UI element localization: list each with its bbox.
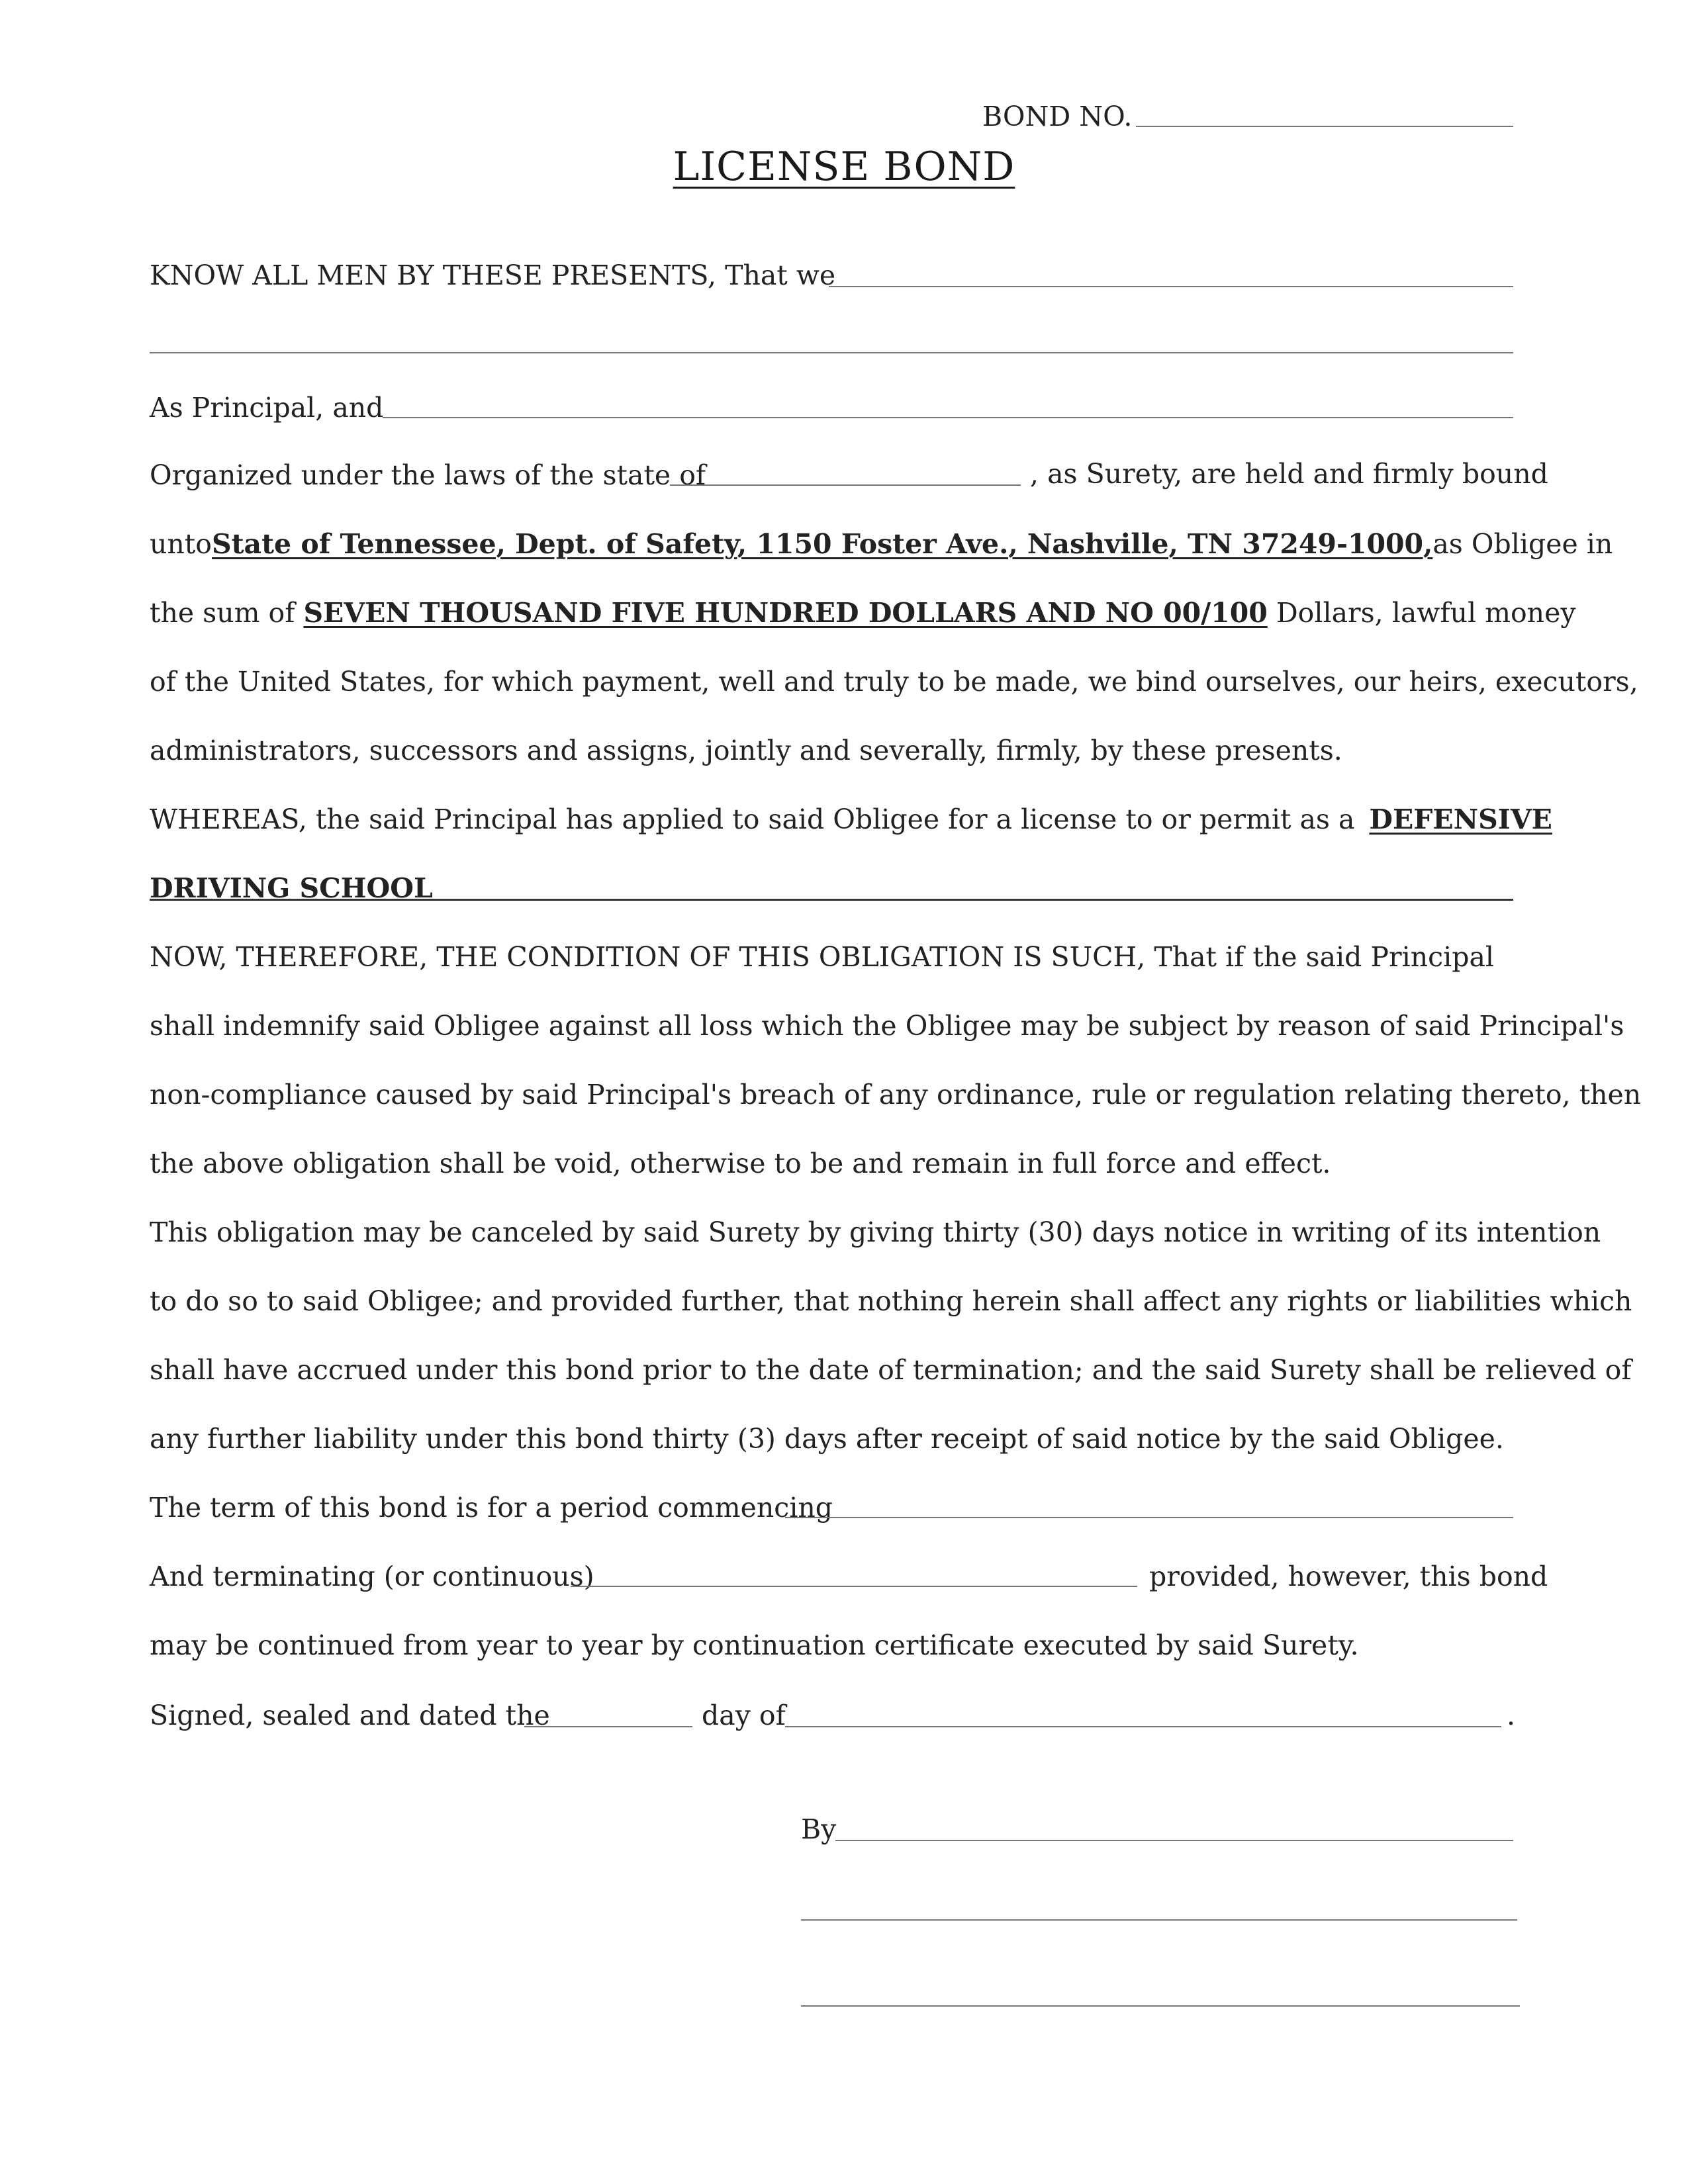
- license-type-underline: [150, 899, 1513, 901]
- signature-field-3[interactable]: [801, 2005, 1520, 2007]
- license-type-line1: DEFENSIVE: [1369, 803, 1552, 835]
- obligee-name: State of Tennessee, Dept. of Safety, 1150 Foster Ave., Nashville, TN 37249-1000,: [211, 528, 1433, 560]
- signed-month-field[interactable]: [785, 1726, 1501, 1727]
- paragraph-line: the above obligation shall be void, otherwise to be and remain in full force and effect.: [150, 1148, 1331, 1179]
- whereas-line: [150, 803, 1552, 835]
- whereas-text: WHEREAS, the said Principal has applied to said Obligee for a license to or permit as a: [150, 803, 1355, 835]
- paragraph-line: of the United States, for which payment, well and truly to be made, we bind ourselves, our heirs, executors,: [150, 666, 1638, 698]
- sum-line: [150, 597, 1576, 629]
- terminating-date-field[interactable]: [571, 1586, 1137, 1587]
- organized-under-text: Organized under the laws of the state of: [150, 459, 706, 491]
- paragraph-line: administrators, successors and assigns, jointly and severally, firmly, by these presents.: [150, 735, 1342, 766]
- commencing-date-field[interactable]: [785, 1517, 1513, 1518]
- as-surety-text: , as Surety, are held and firmly bound: [1030, 458, 1548, 490]
- surety-name-field[interactable]: [383, 417, 1513, 418]
- license-type-line2: DRIVING SCHOOL: [150, 872, 433, 904]
- paragraph-line: to do so to said Obligee; and provided further, that nothing herein shall affect any rights or liabilities which: [150, 1285, 1632, 1317]
- paragraph-line: shall indemnify said Obligee against all loss which the Obligee may be subject by reason of said Principal's: [150, 1010, 1624, 1042]
- unto-label: unto: [150, 528, 212, 560]
- provided-however-text: provided, however, this bond: [1149, 1561, 1548, 1592]
- paragraph-line: shall have accrued under this bond prior to the date of termination; and the said Surety shall be relieved of: [150, 1354, 1632, 1386]
- principal-name-field-2[interactable]: [150, 352, 1513, 353]
- dollars-lawful-text: Dollars, lawful money: [1276, 597, 1576, 629]
- paragraph-line: This obligation may be canceled by said Surety by giving thirty (30) days notice in writing of its intention: [150, 1216, 1601, 1248]
- document-title: LICENSE BOND: [673, 144, 1015, 190]
- paragraph-line: any further liability under this bond thirty (3) days after receipt of said notice by the said Obligee.: [150, 1423, 1504, 1455]
- know-all-men-text: KNOW ALL MEN BY THESE PRESENTS, That we: [150, 259, 836, 291]
- signed-label: Signed, sealed and dated the: [150, 1700, 550, 1731]
- period-mark: .: [1507, 1700, 1516, 1731]
- signed-day-field[interactable]: [524, 1726, 692, 1727]
- bond-no-label: BOND NO.: [982, 101, 1133, 132]
- day-of-label: day of: [702, 1700, 786, 1731]
- principal-name-field[interactable]: [829, 286, 1513, 287]
- surety-state-field[interactable]: [670, 484, 1021, 486]
- as-principal-text: As Principal, and: [150, 392, 384, 424]
- paragraph-line: non-compliance caused by said Principal's breach of any ordinance, rule or regulation relating thereto, then: [150, 1079, 1642, 1111]
- as-obligee-text: as Obligee in: [1432, 528, 1613, 560]
- sum-of-label: the sum of: [150, 597, 295, 629]
- by-label: By: [801, 1813, 837, 1845]
- signature-field[interactable]: [835, 1840, 1513, 1841]
- obligee-line: [150, 528, 1613, 560]
- signature-field-2[interactable]: [801, 1919, 1517, 1921]
- term-terminating-text: And terminating (or continuous): [150, 1561, 594, 1592]
- term-commencing-text: The term of this bond is for a period commencing: [150, 1492, 833, 1524]
- bond-no-field[interactable]: [1136, 126, 1513, 127]
- paragraph-line: NOW, THEREFORE, THE CONDITION OF THIS OBLIGATION IS SUCH, That if the said Principal: [150, 941, 1495, 973]
- sum-amount: SEVEN THOUSAND FIVE HUNDRED DOLLARS AND NO 00/100: [303, 597, 1268, 629]
- paragraph-line: may be continued from year to year by continuation certificate executed by said Surety.: [150, 1629, 1359, 1661]
